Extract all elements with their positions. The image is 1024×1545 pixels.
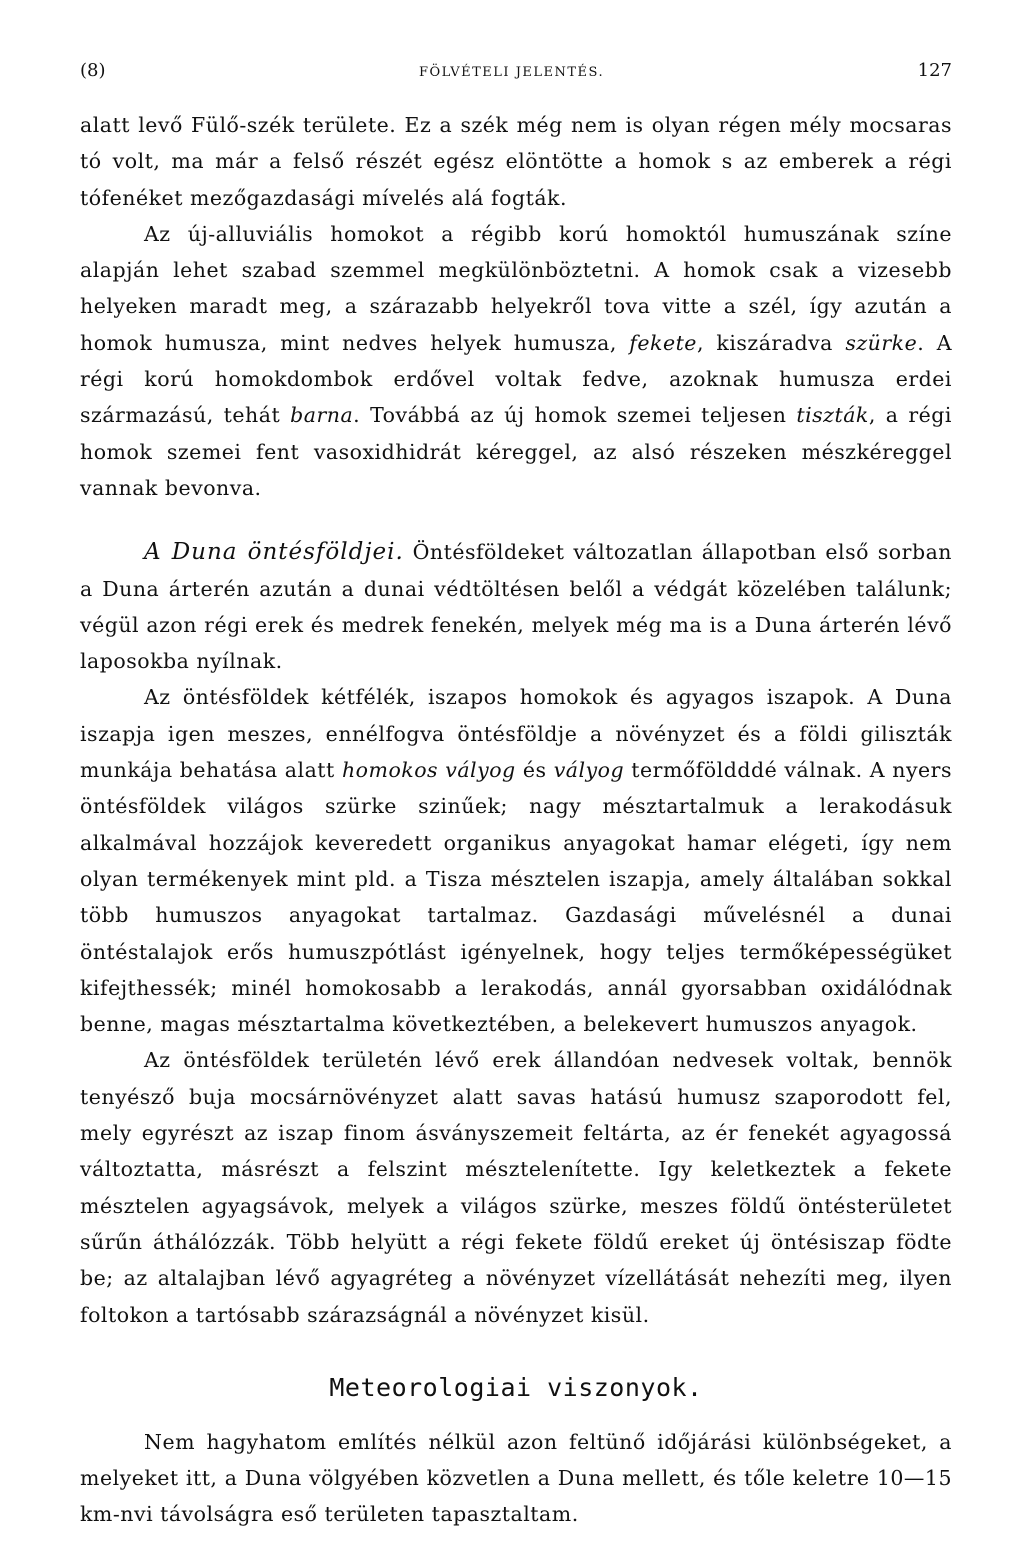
paragraph-ontesfoldek: [80, 679, 952, 1042]
text-run: . A régi korú homokdombok erdővel voltak fedve, azoknak humusza erdei származású, tehát: [80, 330, 953, 428]
text-run: Öntésföldeket változatlan állapotban első sorban a Duna árterén azután a dunai védtöltésen belől a védgát közelében találunk; végül azon régi erek és medrek fenekén, melyek még ma is a Duna árterén lévő laposokba nyílnak.: [80, 540, 952, 674]
italic-term: vályog: [553, 758, 625, 783]
paragraph-continued: alatt levő Fülő-szék területe. Ez a szék még nem is olyan régen mély mocsaras tó volt, ma már a felső részét egész elöntötte a homok s az emberek a régi tófenéket mezőgazdasági mívelés alá fogták.: [80, 113, 952, 210]
text-run: , a régi homok szemei fent vasoxidhidrát kéreggel, az alsó részeken mészkéreggel vannak bevonva.: [80, 403, 952, 500]
page-label: (8): [80, 60, 106, 81]
section-title: A Duna öntésföldjei.: [144, 539, 404, 566]
section-heading: Meteorologiai viszonyok.: [329, 1372, 703, 1402]
paragraph-duna-section: [80, 534, 952, 679]
text-run: termőföldddé válnak. A nyers öntésföldek világos szürke szinűek; nagy mésztartalmuk a lerakodásuk alkalmával hozzájok keveredett organikus anyagokat hamar elégeti, így nem olyan termékenyek mint pld. a Tisza mésztelen iszapja, amely általában sokkal több humuszos anyagokat tartalmaz. Gazdasági művelésnél a dunai öntéstalajok erős humuszpótlást igényelnek, hogy teljes termőképességüket kifejthessék; minél homokosabb a lerakodás, annál gyorsabban oxidálódnak benne, magas mésztartalma következtében, a belekevert humuszos anyagok.: [80, 758, 953, 1037]
running-header: [80, 60, 952, 81]
paragraph-erek: Az öntésföldek területén lévő erek állandóan nedvesek voltak, bennök tenyésző buja mocsárnövényzet alatt savas hatású humusz szaporodott fel, mely egyrészt az iszap finom ásványszemeit feltárta, az ér fenekét agyagossá változtatta, másrészt a felszint mésztelenítette. Igy keletkeztek a fekete mésztelen agyagsávok, melyek a világos szürke, meszes földű öntésterületet sűrűn áthálózzák. Több helyütt a régi fekete földű ereket új öntésiszap födte be; az altalajban lévő agyagréteg a növényzet vízellátását nehezíti meg, ilyen foltokon a tartósabb szárazságnál a növényzet kisül.: [80, 1048, 952, 1327]
italic-term: szürke: [845, 330, 918, 355]
text-run: Az új-alluviális homokot a régibb korú homoktól humuszának színe alapján lehet szabad szemmel megkülönböztetni. A homok csak a vizesebb helyeken maradt meg, a szárazabb helyekről tova vitte a szél, így azután a homok humusza, mint nedves helyek humusza,: [80, 221, 952, 355]
italic-term: homokos vályog: [341, 758, 516, 783]
italic-term: fekete: [629, 330, 697, 355]
text-run: . Továbbá az új homok szemei teljesen: [353, 403, 797, 428]
page: [80, 60, 952, 1533]
running-title: FÖLVÉTELI JELENTÉS.: [418, 65, 605, 80]
italic-term: barna: [290, 403, 354, 428]
page-number: 127: [917, 60, 952, 81]
paragraph-humus: [80, 216, 952, 506]
paragraph-meteorologia: Nem hagyhatom említés nélkül azon feltünő időjárási különbségeket, a melyeket itt, a Duna völgyében közvetlen a Duna mellett, és tőle keletre 10—15 km-nvi távolságra eső területen tapasztaltam.: [80, 1429, 952, 1527]
text-run: és: [515, 758, 554, 783]
text-run: Az öntésföldek kétfélék, iszapos homokok és agyagos iszapok. A Duna iszapja igen meszes, ennélfogva öntésföldje a növényzet és a földi giliszták munkája behatása alatt: [80, 685, 952, 783]
italic-term: tiszták: [796, 403, 869, 428]
text-run: , kiszáradva: [696, 330, 846, 355]
